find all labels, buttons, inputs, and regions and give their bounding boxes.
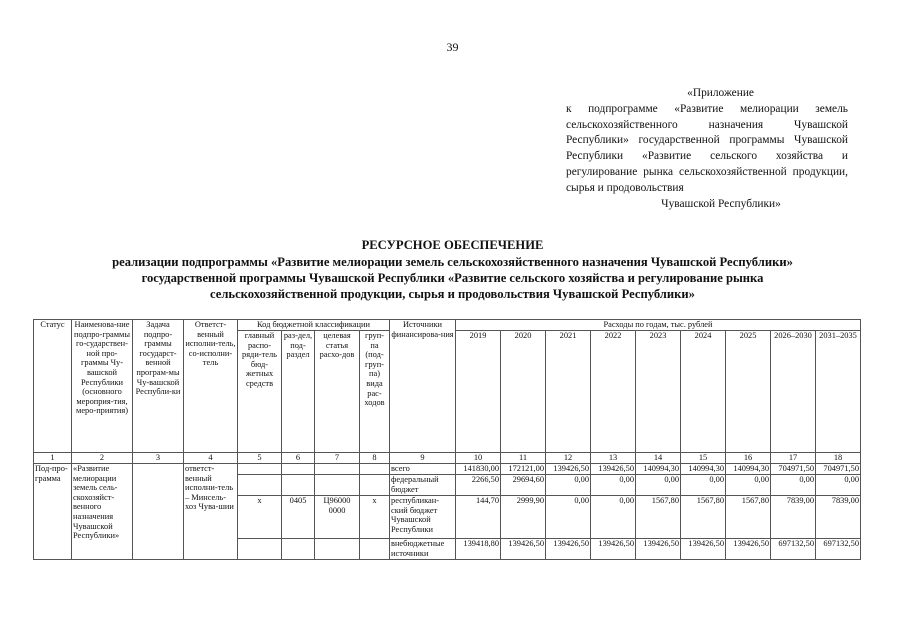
- col-number: 11: [501, 453, 546, 464]
- value-cell: 0,00: [771, 475, 816, 496]
- header-grbs: главный распо-ряди-тель бюд-жетных средств: [238, 331, 282, 453]
- grbs-cell: [238, 464, 282, 475]
- header-responsible: Ответст-венный исполни-тель, со-исполни-тель: [184, 320, 238, 453]
- table-row: [34, 464, 861, 475]
- header-status: Статус: [34, 320, 72, 453]
- header-year: 2031–2035: [816, 331, 861, 453]
- value-cell: 1567,80: [681, 496, 726, 539]
- header-section: раз-дел, под-раздел: [282, 331, 315, 453]
- expense-group-cell: [360, 539, 390, 560]
- col-number: 5: [238, 453, 282, 464]
- value-cell: 172121,00: [501, 464, 546, 475]
- value-cell: 144,70: [456, 496, 501, 539]
- section-cell: [282, 475, 315, 496]
- source-cell: федеральный бюджет: [390, 475, 456, 496]
- col-number: 3: [133, 453, 184, 464]
- appendix-heading: «Приложение: [687, 87, 754, 99]
- expense-group-cell: x: [360, 496, 390, 539]
- grbs-cell: [238, 539, 282, 560]
- col-number: 10: [456, 453, 501, 464]
- value-cell: 0,00: [726, 475, 771, 496]
- col-number: 18: [816, 453, 861, 464]
- value-cell: 139426,50: [591, 539, 636, 560]
- value-cell: 140994,30: [681, 464, 726, 475]
- appendix-body: к подпрограмме «Развитие мелиорации земель сельскохозяйственного назначения Чувашской Республики» государственной программы Чувашской Республики «Развитие сельского хозяйства и регулирование рынка сельскохозяйственной продукции, сырья и продовольствия: [566, 102, 848, 194]
- resource-table: [33, 319, 861, 560]
- value-cell: 0,00: [816, 475, 861, 496]
- section-cell: [282, 464, 315, 475]
- header-year: 2021: [546, 331, 591, 453]
- expense-group-cell: [360, 475, 390, 496]
- header-target-article: целевая статья расхо-дов: [315, 331, 360, 453]
- value-cell: 0,00: [546, 496, 591, 539]
- value-cell: 139418,80: [456, 539, 501, 560]
- header-budget-code: Код бюджетной классификации: [238, 320, 390, 331]
- source-cell: республикан-ский бюджет Чувашской Республики: [390, 496, 456, 539]
- page-number: 39: [446, 40, 459, 54]
- header-year: 2023: [636, 331, 681, 453]
- col-number: 7: [315, 453, 360, 464]
- task-cell: [133, 464, 184, 560]
- header-expense-group: груп-па (под-груп-па) вида рас-ходов: [360, 331, 390, 453]
- appendix-last-line: Чувашской Республики»: [661, 197, 781, 210]
- value-cell: 1567,80: [726, 496, 771, 539]
- value-cell: 140994,30: [636, 464, 681, 475]
- target-article-cell: Ц96000 0000: [315, 496, 360, 539]
- value-cell: 0,00: [636, 475, 681, 496]
- col-number: 4: [184, 453, 238, 464]
- header-expenses: Расходы по годам, тыс. рублей: [456, 320, 861, 331]
- title-line-2: реализации подпрограммы «Развитие мелиорации земель сельскохозяйственного назначения Чувашской Республики»: [112, 255, 793, 269]
- value-cell: 0,00: [591, 475, 636, 496]
- value-cell: 139426,50: [681, 539, 726, 560]
- grbs-cell: [238, 475, 282, 496]
- expense-group-cell: [360, 464, 390, 475]
- value-cell: 704971,50: [816, 464, 861, 475]
- value-cell: 139426,50: [636, 539, 681, 560]
- value-cell: 139426,50: [501, 539, 546, 560]
- header-year: 2026–2030: [771, 331, 816, 453]
- value-cell: 29694,60: [501, 475, 546, 496]
- header-task: Задача подпро-граммы государст-венной програм-мы Чу-вашской Республи-ки: [133, 320, 184, 453]
- status-cell: Под-про-грамма: [34, 464, 72, 560]
- title-line-4: сельскохозяйственной продукции, сырья и продовольствия Чувашской Республики»: [210, 287, 695, 301]
- value-cell: 0,00: [681, 475, 726, 496]
- section-cell: 0405: [282, 496, 315, 539]
- col-number: 16: [726, 453, 771, 464]
- value-cell: 697132,50: [771, 539, 816, 560]
- col-number: 2: [72, 453, 133, 464]
- subprogram-name-cell: «Развитие мелиорации земель сель-скохозяйст-венного назначения Чувашской Республики»: [72, 464, 133, 560]
- responsible-cell: ответст-венный исполни-тель – Минсель-хоз Чува-шии: [184, 464, 238, 560]
- value-cell: 7839,00: [771, 496, 816, 539]
- col-number: 15: [681, 453, 726, 464]
- source-cell: внебюджетные источники: [390, 539, 456, 560]
- target-article-cell: [315, 539, 360, 560]
- target-article-cell: [315, 475, 360, 496]
- value-cell: 2266,50: [456, 475, 501, 496]
- value-cell: 1567,80: [636, 496, 681, 539]
- col-number: 1: [34, 453, 72, 464]
- value-cell: 140994,30: [726, 464, 771, 475]
- header-year: 2020: [501, 331, 546, 453]
- appendix-note: [566, 86, 848, 212]
- value-cell: 141830,00: [456, 464, 501, 475]
- col-number: 17: [771, 453, 816, 464]
- section-cell: [282, 539, 315, 560]
- col-number: 6: [282, 453, 315, 464]
- value-cell: 7839,00: [816, 496, 861, 539]
- header-name: Наименова-ние подпро-граммы го-сударствен-ной про-граммы Чу-вашской Республики (основного мероприя-тия, меро-приятия): [72, 320, 133, 453]
- value-cell: 139426,50: [726, 539, 771, 560]
- title-line-3: государственной программы Чувашской Республики «Развитие сельского хозяйства и регулирование рынка: [141, 271, 764, 285]
- col-number: 12: [546, 453, 591, 464]
- value-cell: 139426,50: [546, 539, 591, 560]
- column-numbers-row: [34, 453, 861, 464]
- value-cell: 0,00: [546, 475, 591, 496]
- value-cell: 139426,50: [591, 464, 636, 475]
- value-cell: 0,00: [591, 496, 636, 539]
- grbs-cell: x: [238, 496, 282, 539]
- col-number: 9: [390, 453, 456, 464]
- header-year: 2025: [726, 331, 771, 453]
- value-cell: 697132,50: [816, 539, 861, 560]
- col-number: 13: [591, 453, 636, 464]
- target-article-cell: [315, 464, 360, 475]
- header-year: 2019: [456, 331, 501, 453]
- col-number: 8: [360, 453, 390, 464]
- value-cell: 139426,50: [546, 464, 591, 475]
- source-cell: всего: [390, 464, 456, 475]
- col-number: 14: [636, 453, 681, 464]
- value-cell: 704971,50: [771, 464, 816, 475]
- title-line-1: РЕСУРСНОЕ ОБЕСПЕЧЕНИЕ: [361, 238, 544, 252]
- header-sources: Источники финансирова-ния: [390, 320, 456, 453]
- header-year: 2022: [591, 331, 636, 453]
- value-cell: 2999,90: [501, 496, 546, 539]
- header-year: 2024: [681, 331, 726, 453]
